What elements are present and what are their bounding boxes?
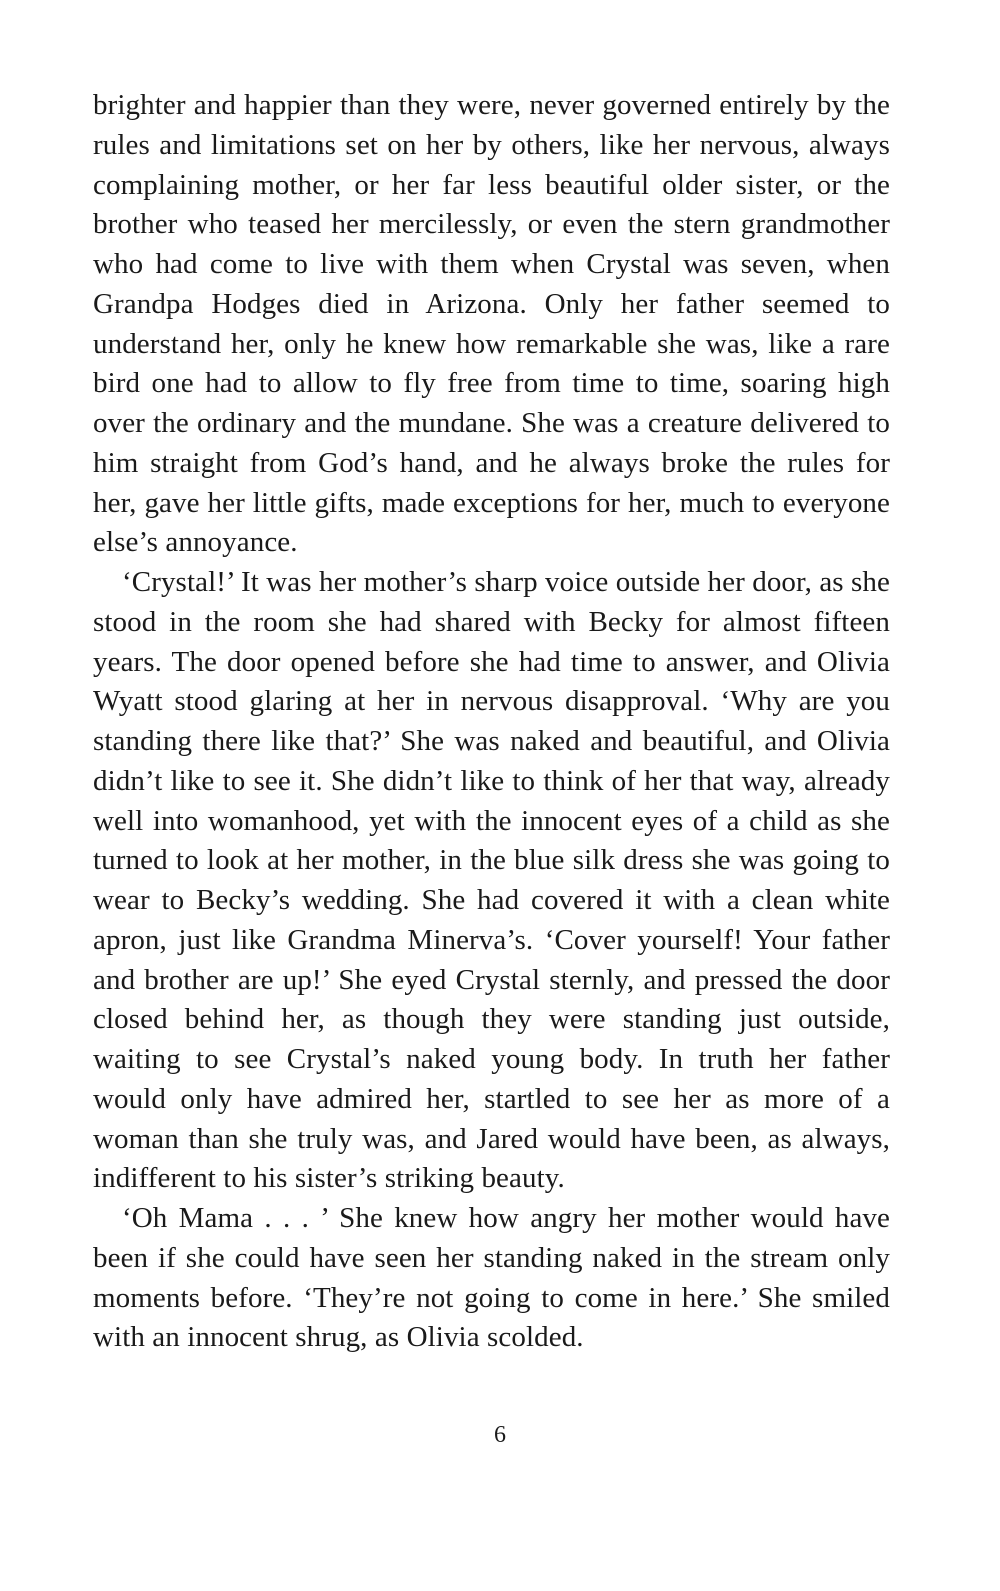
page-number: 6 bbox=[494, 1422, 506, 1448]
paragraph-1: brighter and happier than they were, never governed entirely by the rules and limitations set on her by others, like her nervous, always complaining mother, or her far less beautiful older sister, or the brother who teased her mercilessly, or even the stern grandmother who had come to live with them when Crystal was seven, when Grandpa Hodges died in Arizona. Only her father seemed to understand her, only he knew how remarkable she was, like a rare bird one had to allow to fly free from time to time, soaring high over the ordinary and the mundane. She was a creature delivered to him straight from God’s hand, and he always broke the rules for her, gave her little gifts, made exceptions for her, much to everyone else’s annoyance. bbox=[93, 89, 890, 559]
paragraph-3: ‘Oh Mama . . . ’ She knew how angry her mother would have been if she could have seen her standing naked in the stream only moments before. ‘They’re not going to come in here.’ She smiled with an innocent shrug, as Olivia scolded. bbox=[93, 1202, 890, 1354]
book-page-body bbox=[93, 86, 890, 1358]
paragraph-2: ‘Crystal!’ It was her mother’s sharp voice outside her door, as she stood in the room she had shared with Becky for almost fifteen years. The door opened before she had time to answer, and Olivia Wyatt stood glaring at her in nervous disapproval. ‘Why are you standing there like that?’ She was naked and beautiful, and Olivia didn’t like to see it. She didn’t like to think of her that way, already well into womanhood, yet with the innocent eyes of a child as she turned to look at her mother, in the blue silk dress she was going to wear to Becky’s wedding. She had covered it with a clean white apron, just like Grandma Minerva’s. ‘Cover yourself! Your father and brother are up!’ She eyed Crystal sternly, and pressed the door closed behind her, as though they were standing just outside, waiting to see Crystal’s naked young body. In truth her father would only have admired her, startled to see her as more of a woman than she truly was, and Jared would have been, as always, indifferent to his sister’s striking beauty. bbox=[93, 566, 890, 1195]
